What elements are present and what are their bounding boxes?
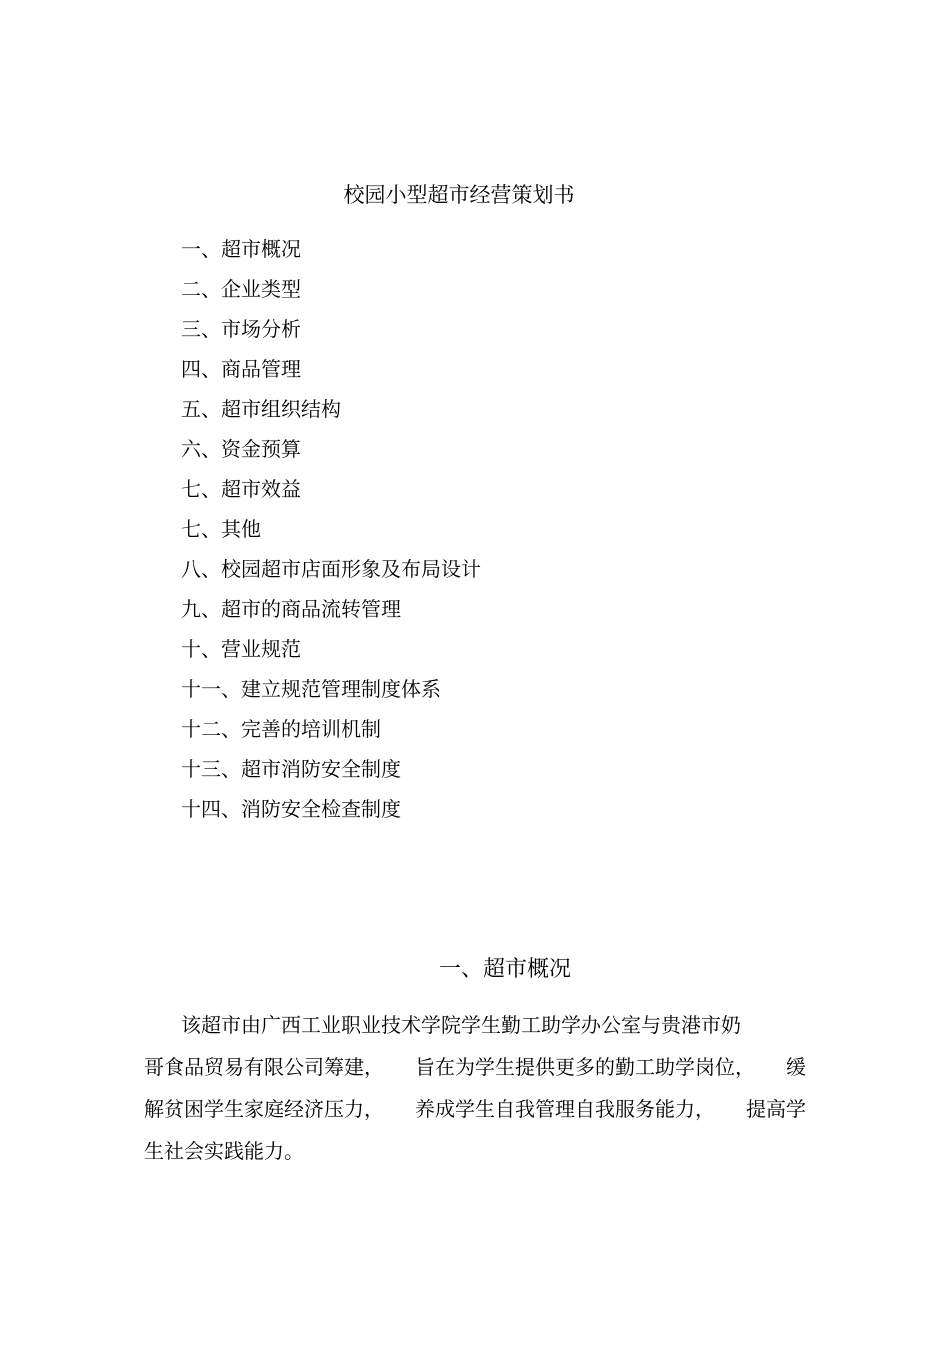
text-segment: 缓 xyxy=(786,1055,806,1079)
text-segment: 提高学 xyxy=(746,1097,806,1121)
paragraph-line: 生社会实践能力。 xyxy=(144,1139,304,1163)
paragraph-line xyxy=(144,1046,806,1088)
section-heading: 一、超市概况 xyxy=(439,957,572,982)
toc-item: 四、商品管理 xyxy=(181,357,301,381)
text-segment: 旨在为学生提供更多的勤工助学岗位， xyxy=(415,1055,755,1079)
document-title: 校园小型超市经营策划书 xyxy=(343,183,575,207)
paragraph-line: 该超市由广西工业职业技术学院学生勤工助学办公室与贵港市奶 xyxy=(181,1013,741,1037)
body-paragraph xyxy=(144,1004,806,1172)
toc-item: 五、超市组织结构 xyxy=(181,397,341,421)
text-segment: 养成学生自我管理自我服务能力， xyxy=(415,1097,715,1121)
toc-item: 十、营业规范 xyxy=(181,637,301,661)
toc-item: 七、超市效益 xyxy=(181,477,301,501)
toc-item: 十四、消防安全检查制度 xyxy=(181,797,401,821)
toc-item: 八、校园超市店面形象及布局设计 xyxy=(181,557,481,581)
table-of-contents xyxy=(181,233,481,833)
toc-item: 七、其他 xyxy=(181,517,261,541)
toc-item: 一、超市概况 xyxy=(181,237,301,261)
toc-item: 三、市场分析 xyxy=(181,317,301,341)
toc-item: 十三、超市消防安全制度 xyxy=(181,757,401,781)
toc-item: 九、超市的商品流转管理 xyxy=(181,597,401,621)
toc-item: 十二、完善的培训机制 xyxy=(181,717,381,741)
toc-item: 十一、建立规范管理制度体系 xyxy=(181,677,441,701)
text-segment: 解贫困学生家庭经济压力， xyxy=(144,1097,384,1121)
toc-item: 六、资金预算 xyxy=(181,437,301,461)
toc-item: 二、企业类型 xyxy=(181,277,301,301)
text-segment: 哥食品贸易有限公司筹建， xyxy=(144,1055,384,1079)
paragraph-line xyxy=(144,1088,806,1130)
